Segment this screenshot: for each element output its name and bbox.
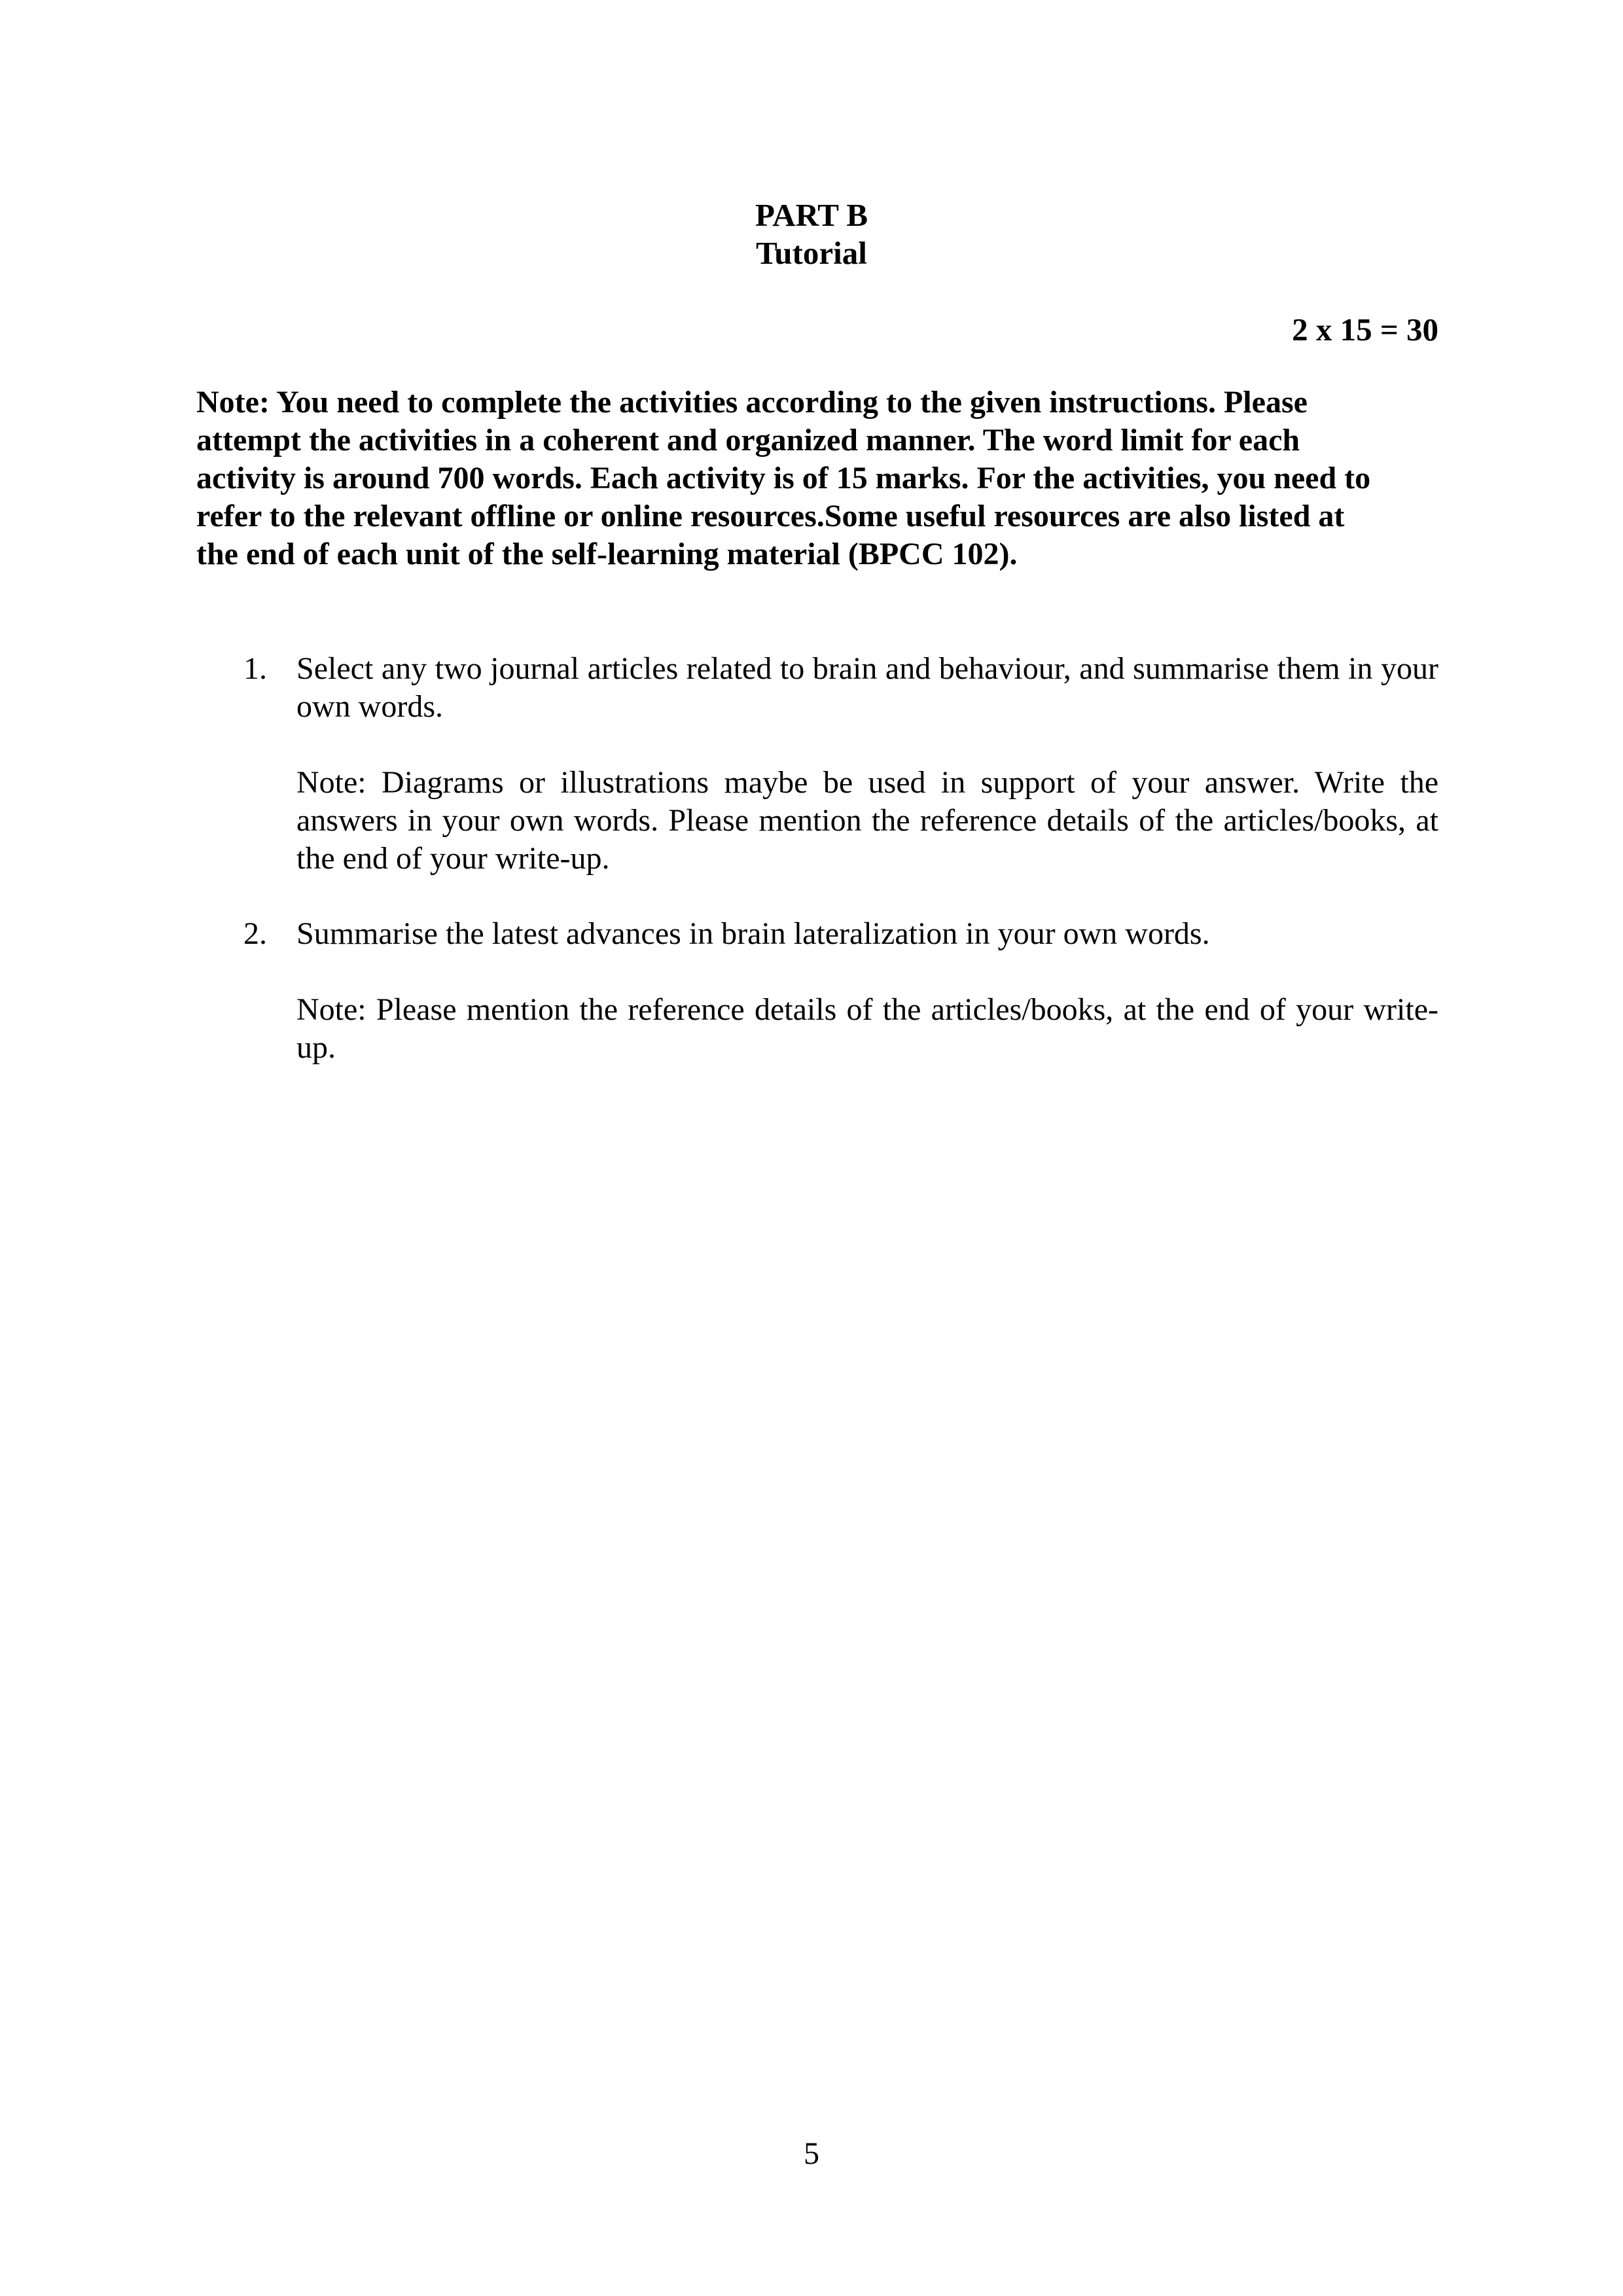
activity-body <box>296 915 1438 1067</box>
instructions-note-line: the end of each unit of the self-learning material (BPCC 102). <box>196 537 1018 571</box>
instructions-note <box>196 384 1440 573</box>
activity-note: Note: Please mention the reference details of the articles/books, at the end of your write-up. <box>296 992 1438 1065</box>
section-title: PART B <box>755 197 868 233</box>
marks-allocation: 2 x 15 = 30 <box>1292 312 1438 348</box>
activity-body <box>296 650 1438 878</box>
instructions-note-line: Note: You need to complete the activities according to the given instructions. Please <box>196 385 1308 420</box>
activity-number: 1. <box>243 651 267 686</box>
activity-number: 2. <box>243 916 267 951</box>
activity-question: Select any two journal articles related to brain and behaviour, and summarise them in your own words. <box>296 651 1438 724</box>
instructions-note-line: refer to the relevant offline or online resources.Some useful resources are also listed at <box>196 499 1345 533</box>
page-number: 5 <box>804 2136 819 2171</box>
activity-question: Summarise the latest advances in brain lateralization in your own words. <box>296 916 1210 951</box>
section-subtitle: Tutorial <box>756 235 867 271</box>
instructions-note-line: activity is around 700 words. Each activity is of 15 marks. For the activities, you need to <box>196 461 1371 495</box>
activity-note: Note: Diagrams or illustrations maybe be used in support of your answer. Write the answers in your own words. Please mention the reference details of the articles/books, at the end of your write-up. <box>296 765 1438 876</box>
instructions-note-line: attempt the activities in a coherent and organized manner. The word limit for each <box>196 423 1300 457</box>
